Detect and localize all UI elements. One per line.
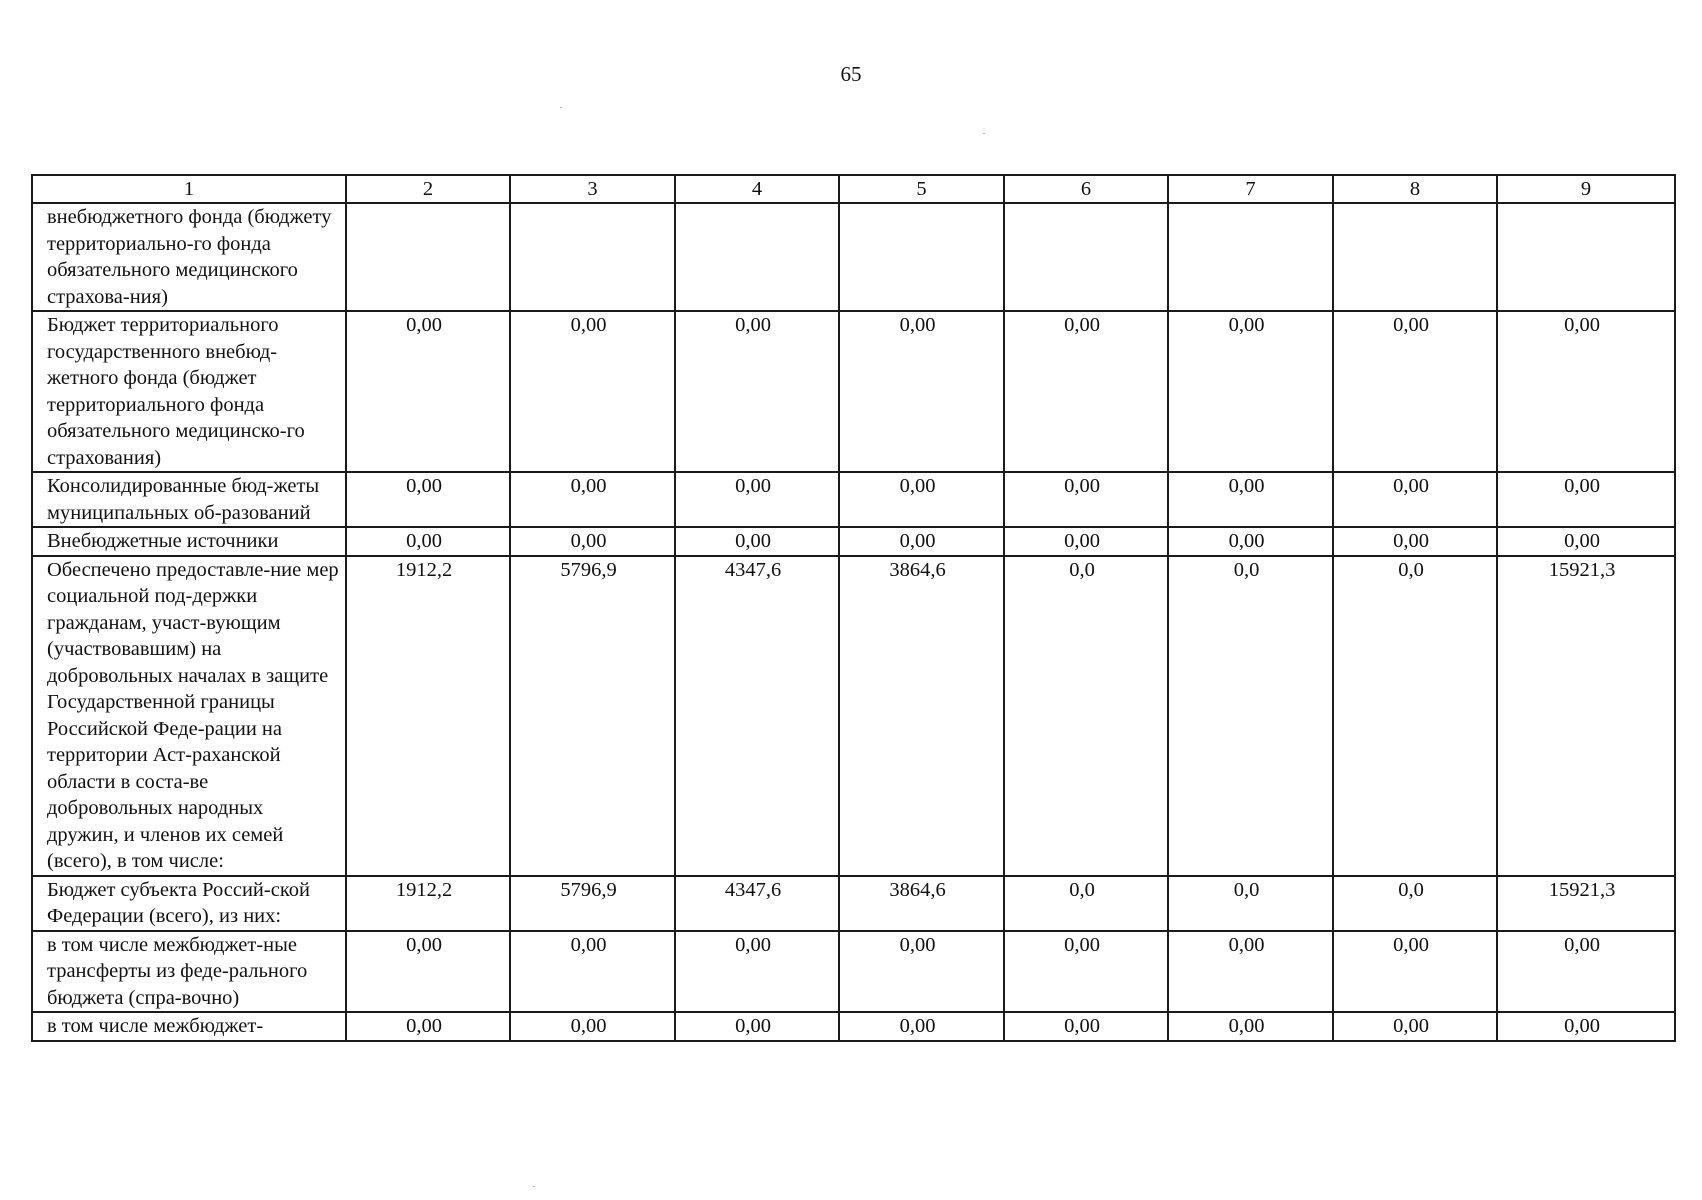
- value-cell: 0,00: [839, 1012, 1004, 1041]
- value-cell: 0,00: [1497, 931, 1675, 1013]
- value-cell: 0,00: [1497, 1012, 1675, 1041]
- value-cell: 0,00: [1497, 311, 1675, 472]
- table-row: [32, 311, 1675, 472]
- value-cell: 0,0: [1004, 876, 1168, 931]
- value-cell: 0,00: [1004, 1012, 1168, 1041]
- column-header: 3: [510, 175, 675, 203]
- value-cell: 5796,9: [510, 876, 675, 931]
- value-cell: [1004, 203, 1168, 311]
- value-cell: 0,00: [1497, 527, 1675, 556]
- value-cell: 4347,6: [675, 556, 839, 876]
- value-cell: 0,0: [1168, 556, 1333, 876]
- value-cell: 0,00: [675, 931, 839, 1013]
- value-cell: 0,00: [1004, 472, 1168, 527]
- table-row: [32, 527, 1675, 556]
- value-cell: 0,00: [510, 931, 675, 1013]
- column-header: 1: [32, 175, 346, 203]
- value-cell: 0,00: [1168, 1012, 1333, 1041]
- value-cell: 0,00: [1004, 311, 1168, 472]
- value-cell: 0,00: [839, 931, 1004, 1013]
- value-cell: [346, 203, 510, 311]
- value-cell: 0,00: [1168, 527, 1333, 556]
- row-label: Внебюджетные источники: [32, 527, 346, 556]
- value-cell: 0,00: [1168, 472, 1333, 527]
- table-row: [32, 931, 1675, 1013]
- row-label: в том числе межбюджет-ные трансферты из феде-рального бюджета (спра-вочно): [32, 931, 346, 1013]
- value-cell: 0,00: [1004, 527, 1168, 556]
- value-cell: 0,0: [1004, 556, 1168, 876]
- value-cell: 0,00: [1004, 931, 1168, 1013]
- value-cell: 0,00: [346, 311, 510, 472]
- scan-speck: [560, 107, 562, 108]
- value-cell: 0,00: [346, 1012, 510, 1041]
- value-cell: 0,0: [1333, 556, 1497, 876]
- value-cell: 0,00: [1168, 311, 1333, 472]
- value-cell: 0,00: [675, 311, 839, 472]
- value-cell: 15921,3: [1497, 556, 1675, 876]
- table-row: [32, 472, 1675, 527]
- page-number: 65: [840, 62, 862, 86]
- column-header: 5: [839, 175, 1004, 203]
- value-cell: 0,00: [510, 472, 675, 527]
- value-cell: 0,00: [346, 527, 510, 556]
- value-cell: 0,00: [1333, 1012, 1497, 1041]
- value-cell: [510, 203, 675, 311]
- column-header: 8: [1333, 175, 1497, 203]
- table-row: [32, 1012, 1675, 1041]
- table-row: [32, 203, 1675, 311]
- value-cell: 3864,6: [839, 556, 1004, 876]
- value-cell: 1912,2: [346, 876, 510, 931]
- value-cell: 0,00: [675, 472, 839, 527]
- value-cell: [1333, 203, 1497, 311]
- column-number-row: [32, 175, 1675, 203]
- value-cell: 0,0: [1333, 876, 1497, 931]
- value-cell: 0,00: [1497, 472, 1675, 527]
- value-cell: 0,00: [839, 527, 1004, 556]
- row-label: Обеспечено предоставле-ние мер социальной под-держки гражданам, участ-вующим (участвовавшим) на добровольных началах в защите Государственной границы Российской Феде-рации на территории Аст-раханской области в соста-ве добровольных народных дружин, и членов их семей (всего), в том числе:: [32, 556, 346, 876]
- value-cell: 0,0: [1168, 876, 1333, 931]
- column-header: 9: [1497, 175, 1675, 203]
- value-cell: 1912,2: [346, 556, 510, 876]
- value-cell: 0,00: [1333, 472, 1497, 527]
- value-cell: 0,00: [839, 311, 1004, 472]
- value-cell: 0,00: [510, 527, 675, 556]
- value-cell: 0,00: [510, 1012, 675, 1041]
- value-cell: 0,00: [675, 1012, 839, 1041]
- value-cell: 3864,6: [839, 876, 1004, 931]
- value-cell: 0,00: [1333, 931, 1497, 1013]
- scan-speck: [533, 1186, 535, 1187]
- value-cell: 0,00: [1333, 527, 1497, 556]
- row-label: в том числе межбюджет-: [32, 1012, 346, 1041]
- value-cell: [675, 203, 839, 311]
- value-cell: 4347,6: [675, 876, 839, 931]
- value-cell: 0,00: [1168, 931, 1333, 1013]
- value-cell: 0,00: [346, 931, 510, 1013]
- column-header: 6: [1004, 175, 1168, 203]
- value-cell: 0,00: [675, 527, 839, 556]
- value-cell: 0,00: [839, 472, 1004, 527]
- value-cell: [1168, 203, 1333, 311]
- table-row: [32, 876, 1675, 931]
- row-label: Консолидированные бюд-жеты муниципальных об-разований: [32, 472, 346, 527]
- value-cell: 0,00: [510, 311, 675, 472]
- value-cell: 0,00: [1333, 311, 1497, 472]
- value-cell: 0,00: [346, 472, 510, 527]
- budget-table: [31, 174, 1676, 1042]
- value-cell: 5796,9: [510, 556, 675, 876]
- row-label: Бюджет территориального государственного внебюд-жетного фонда (бюджет территориального фонда обязательного медицинско-го страхования): [32, 311, 346, 472]
- column-header: 7: [1168, 175, 1333, 203]
- row-label: Бюджет субъекта Россий-ской Федерации (всего), из них:: [32, 876, 346, 931]
- column-header: 4: [675, 175, 839, 203]
- column-header: 2: [346, 175, 510, 203]
- table-row: [32, 556, 1675, 876]
- value-cell: 15921,3: [1497, 876, 1675, 931]
- row-label: внебюджетного фонда (бюджету территориально-го фонда обязательного медицинского страхова-ния): [32, 203, 346, 311]
- value-cell: [1497, 203, 1675, 311]
- scan-speck: [983, 133, 985, 134]
- value-cell: [839, 203, 1004, 311]
